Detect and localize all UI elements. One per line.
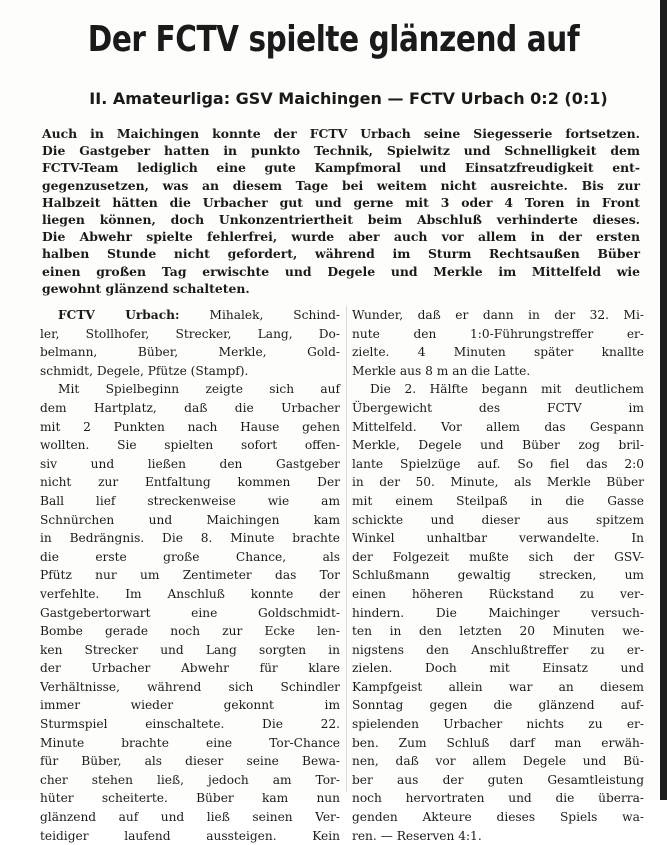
column-line: noch hervortraten und die überra- [352,791,644,806]
column-line: zielte. 4 Minuten später knallte [352,345,644,360]
column-line: für Büber, als dieser seine Bewa- [40,754,340,769]
column-line: Mit Spielbeginn zeigte sich auf [58,382,340,397]
column-line: Schlußmann gewaltig strecken, um [352,568,644,583]
column-line: glänzend auf und ließ seinen Ver- [40,810,340,825]
lead-line: gewohnt glänzend schalteten. [42,280,250,296]
lineup-text: Mihalek, Schind- [179,308,340,322]
column-line: in Bedrängnis. Die 8. Minute brachte [40,531,340,546]
lead-paragraph [42,125,640,297]
column-line: Merkle aus 8 m an die Latte. [352,363,531,378]
column-line: nen, daß vor allem Degele und Bü- [352,754,644,769]
lead-line: Auch in Maichingen konnte der FCTV Urbach seine Siegesserie fortsetzen. [42,126,640,141]
column-line: der Urbacher Abwehr für klare [40,661,340,676]
column-line: siv und ließen den Gastgeber [40,456,340,471]
column-line: ken Strecker und Lang sorgten in [40,642,340,657]
column-line: Gastgebertorwart eine Goldschmidt- [40,605,340,620]
column-divider [346,306,347,792]
column-line: Mittelfeld. Vor allem das Gespann [352,419,644,434]
lineup-line [40,306,340,325]
column-line: zielen. Doch mit Einsatz und [352,661,644,676]
column-line: Minute brachte eine Tor-Chance [40,735,340,750]
column-line: die erste große Chance, als [40,549,340,564]
column-line: Übergewicht des FCTV im [352,400,644,415]
column-line: Merkle, Degele und Büber zog bril- [352,438,644,453]
column-line: wollten. Sie spielten sofort offen- [40,438,340,453]
column-line: nigstens den Anschlußtreffer zu er- [352,642,644,657]
article-column-right [352,306,644,845]
scan-edge [660,0,667,800]
column-line: der Folgezeit mußte sich der GSV- [352,549,644,564]
column-line: genden Akteure dieses Spiels wa- [352,810,644,825]
column-line: ten in den letzten 20 Minuten we- [352,624,644,639]
column-line: cher stehen ließ, jedoch am Tor- [40,772,340,787]
column-line: mit 2 Punkten nach Hause gehen [40,419,340,434]
lead-line: Halbzeit hätten die Urbacher gut und gerne mit 3 oder 4 Toren in Front [42,194,640,210]
column-line: belmann, Büber, Merkle, Gold- [40,345,340,360]
article-column-left [40,306,340,845]
headline: Der FCTV spielte glänzend auf [87,19,580,60]
column-line: lante Spielzüge auf. So fiel das 2:0 [352,456,644,471]
column-line: Die 2. Hälfte begann mit deutlichem [370,382,644,397]
column-line: ler, Stollhofer, Strecker, Lang, Do- [40,326,340,341]
column-line: nicht zur Entfaltung kommen Der [40,475,340,490]
column-line: schickte und dieser aus spitzem [352,512,644,527]
lead-line: gegenzusetzen, was an diesem Tage bei weitem nicht ausreichte. Bis zur [42,177,640,193]
column-line: Sturmspiel einschaltete. Die 22. [40,717,340,732]
column-line: Wunder, daß er dann in der 32. Mi- [352,308,644,322]
lead-line: halben Stunde nicht gefordert, während im Sturm Rechtsaußen Büber [42,246,640,262]
column-line: Verhältnisse, während sich Schindler [40,679,340,694]
column-line: hüter scheiterte. Büber kam nun [40,791,340,806]
column-line: ren. — Reserven 4:1. [352,828,482,843]
column-line: Sonntag gegen die glänzend auf- [352,698,644,713]
column-line: Winkel unhaltbar verwandelte. In [352,531,644,546]
column-line: spielenden Urbacher nichts zu er- [352,717,644,732]
column-line: in der 50. Minute, als Merkle Büber [352,475,644,490]
column-line: Pfütz nur um Zentimeter das Tor [40,568,340,583]
column-line: Kampfgeist allein war an diesem [352,679,644,694]
column-line: ber aus der guten Gesamtleistung [352,772,644,787]
column-line: schmidt, Degele, Pfütze (Stampf). [40,363,249,378]
column-line: Schnürchen und Maichingen kam [40,512,340,527]
column-line: Bombe gerade noch zur Ecke len- [40,624,340,639]
column-line: einen höheren Rückstand zu ver- [352,586,644,601]
column-line: dem Hartplatz, daß die Urbacher [40,400,340,415]
lead-line: liegen können, doch Unkonzentriertheit beim Abschluß verhinderte dieses. [42,212,640,228]
column-line: immer wieder gekonnt im [40,698,340,713]
lead-line: einen großen Tag erwischte und Degele und Merkle im Mittelfeld wie [42,263,640,279]
column-line: nute den 1:0-Führungstreffer er- [352,326,644,341]
column-line: mit einem Steilpaß in die Gasse [352,493,644,508]
subheadline: II. Amateurliga: GSV Maichingen — FCTV Urbach 0:2 (0:1) [89,89,608,108]
column-line: Ball lief streckenweise wie am [40,493,340,508]
column-line: verfehlte. Im Anschluß konnte der [40,586,340,601]
team-label: FCTV Urbach: [58,308,180,322]
column-line: teidiger laufend aussteigen. Kein [40,828,340,843]
lead-line: Die Gastgeber hatten in punkto Technik, Spielwitz und Schnelligkeit dem [42,143,640,159]
lead-line: FCTV-Team lediglich eine gute Kampfmoral und Einsatzfreudigkeit ent- [42,160,640,176]
column-line: ben. Zum Schluß darf man erwäh- [352,735,644,750]
lead-line: Die Abwehr spielte fehlerfrei, wurde aber auch vor allem in der ersten [42,229,640,245]
column-line: hindern. Die Maichinger versuch- [352,605,644,620]
